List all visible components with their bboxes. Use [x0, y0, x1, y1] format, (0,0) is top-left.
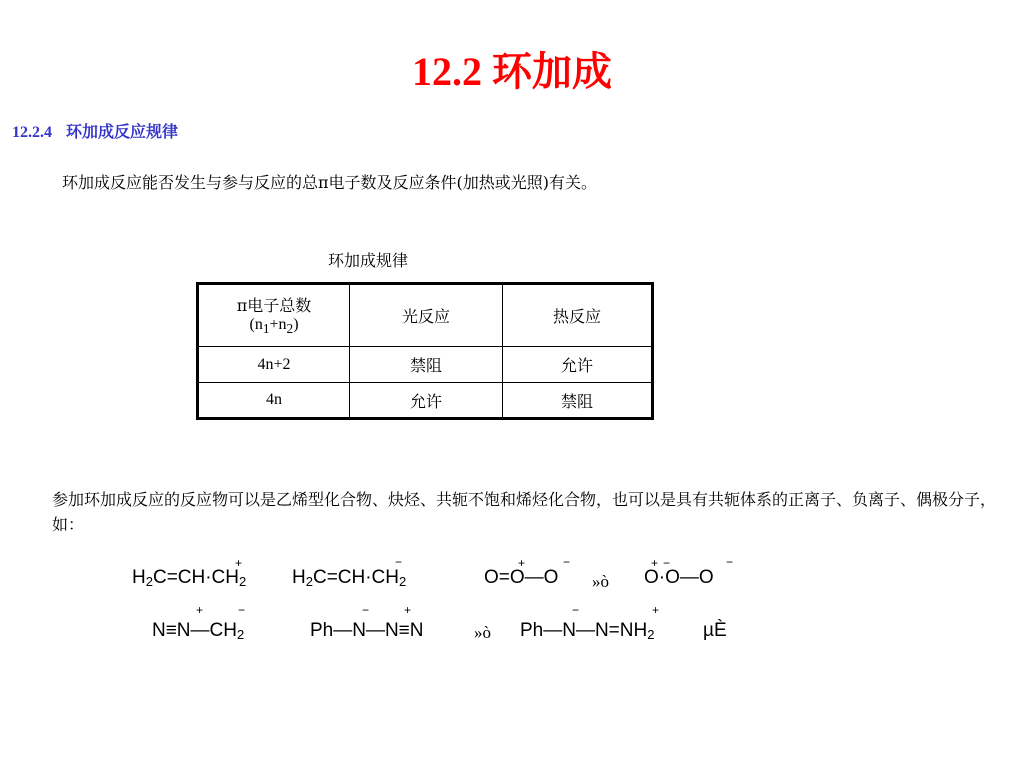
header-pi-line1: π电子总数 — [236, 296, 312, 316]
plus-charge: + — [651, 556, 659, 570]
allyl-anion-formula: $H_2C=CH\cdot CH_2$ — [292, 567, 407, 589]
minus-charge: − — [362, 603, 370, 617]
intro-paragraph: 环加成反应能否发生与参与反应的总π电子数及反应条件(加热或光照)有关。 — [62, 173, 598, 192]
row2-pi: 4n — [198, 383, 350, 419]
diazomethane-formula: $N\equiv N—CH_2$ — [152, 620, 245, 642]
phenyl-azide-formula-b: $Ph—N—N=NH_2$ — [520, 620, 655, 642]
header-pi-line2: $(n_1+n_2)$ — [249, 316, 299, 337]
minus-charge: − — [563, 555, 571, 569]
plus-charge: + — [196, 603, 204, 617]
row1-photo: 禁阻 — [350, 347, 503, 383]
allyl-cation-formula: $H_2C=CH\cdot CH_2$ — [132, 567, 247, 589]
row2-thermal: 禁阻 — [503, 383, 653, 419]
row1-thermal: 允许 — [503, 347, 653, 383]
row1-pi: 4n+2 — [198, 347, 350, 383]
ozone-formula-a: O=O—O — [484, 567, 559, 588]
header-pi-electrons — [198, 284, 350, 347]
section-number: 12.2.4 — [12, 124, 52, 141]
or-symbol: »ò — [474, 623, 491, 642]
garbled-text: µÈ — [703, 620, 727, 641]
plus-charge: + — [518, 556, 526, 570]
plus-charge: + — [235, 556, 243, 570]
table-row — [198, 347, 653, 383]
minus-charge: − — [726, 555, 734, 569]
minus-charge: − — [238, 603, 246, 617]
header-thermal: 热反应 — [503, 284, 653, 347]
ozone-formula-b: O·O—O — [644, 567, 714, 588]
section-heading — [12, 119, 178, 142]
row2-photo: 允许 — [350, 383, 503, 419]
reactants-paragraph: 参加环加成反应的反应物可以是乙烯型化合物、炔烃、共轭不饱和烯烃化合物，也可以是具有共轭体系的正离子、负离子、偶极分子，如： — [52, 490, 997, 534]
slide-title: 12.2 环加成 — [412, 49, 612, 94]
plus-charge: + — [652, 603, 660, 617]
table-row — [198, 383, 653, 419]
table-caption: 环加成规律 — [328, 251, 409, 270]
plus-charge: + — [404, 603, 412, 617]
section-label: 环加成反应规律 — [66, 122, 179, 141]
minus-charge: − — [395, 555, 403, 569]
table-header-row — [198, 284, 653, 347]
or-symbol: »ò — [592, 572, 609, 591]
minus-charge: − — [572, 603, 580, 617]
minus-charge: − — [663, 556, 671, 570]
cycloaddition-rules-table — [196, 282, 654, 420]
phenyl-azide-formula-a: Ph—N—N≡N — [310, 620, 424, 641]
header-photo: 光反应 — [350, 284, 503, 347]
